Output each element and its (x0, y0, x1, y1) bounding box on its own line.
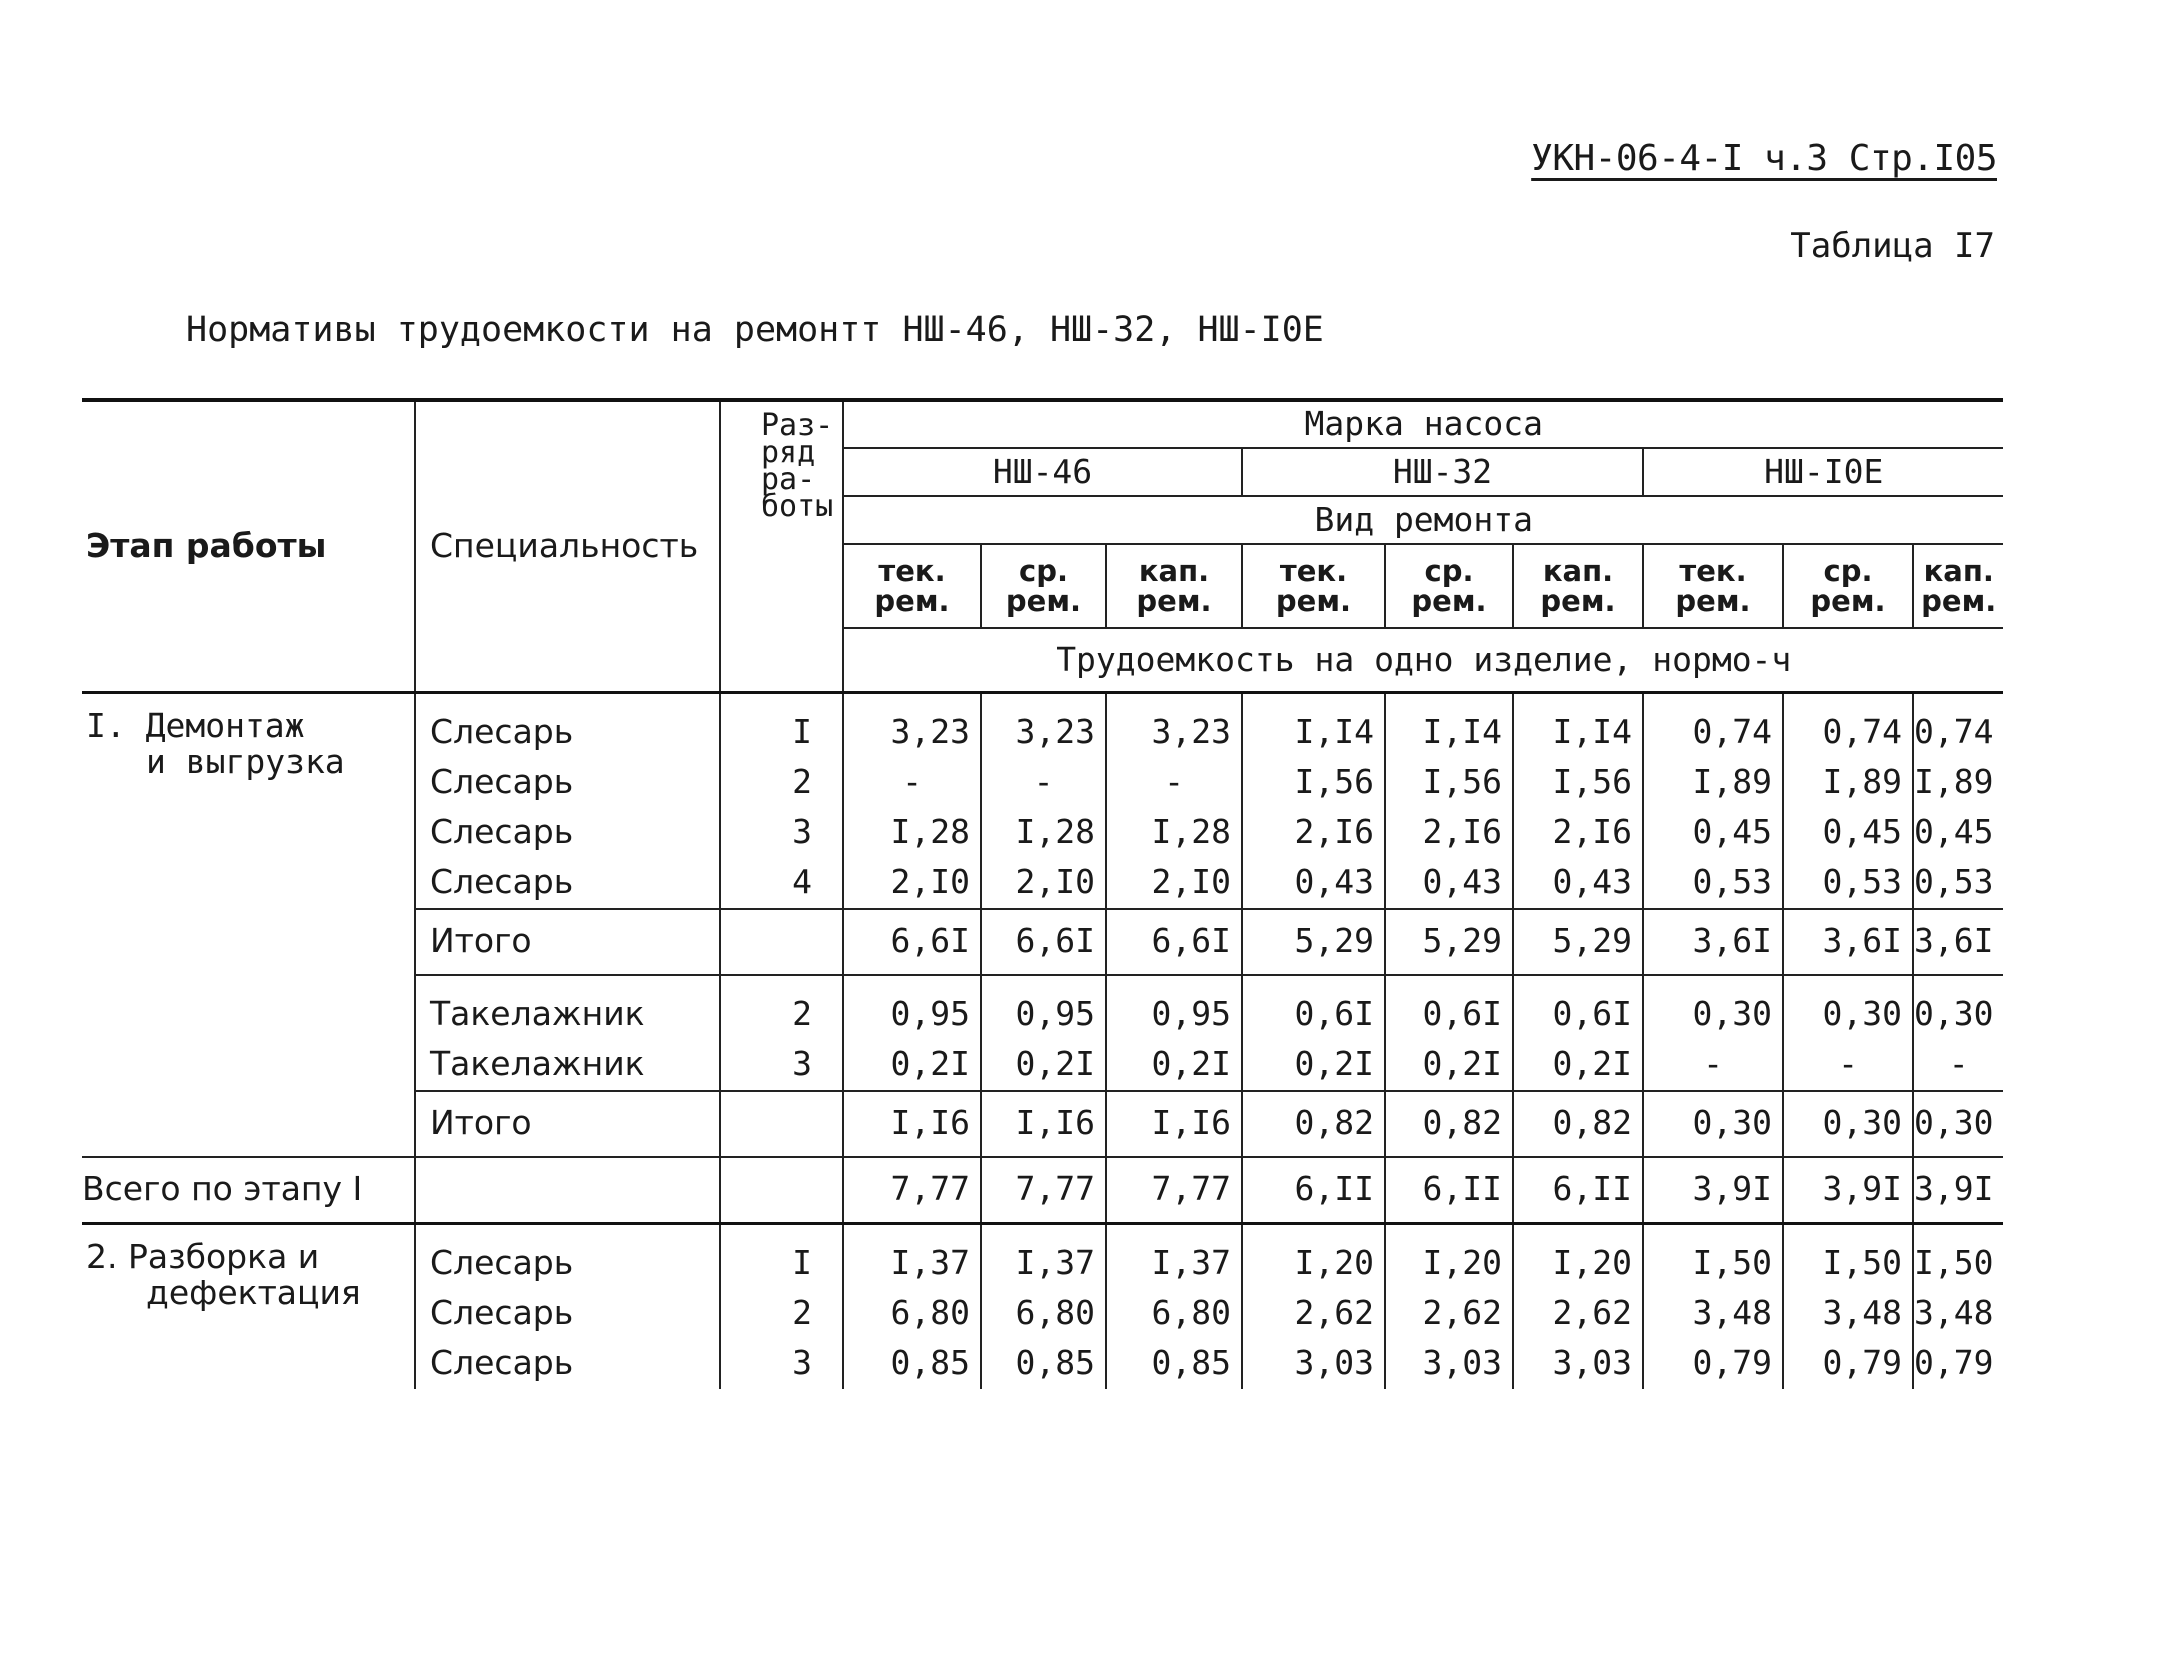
value-cell: I,20 (1513, 1239, 1643, 1289)
table-cell (1643, 692, 1783, 708)
value-cell: 5,29 (1242, 909, 1385, 975)
value-cell: 0,53 (1643, 858, 1783, 909)
value-cell: I,28 (1106, 808, 1242, 858)
value-cell: 0,45 (1783, 808, 1913, 858)
header-nsh46-capital: кап. рем. (1106, 544, 1242, 628)
value-cell: - (1783, 1040, 1913, 1091)
specialty-cell: Итого (415, 909, 720, 975)
value-cell: 0,2I (1513, 1040, 1643, 1091)
value-cell: 3,23 (843, 708, 981, 758)
value-cell: - (981, 758, 1106, 808)
value-cell: 3,23 (1106, 708, 1242, 758)
value-cell: 2,I0 (843, 858, 981, 909)
value-cell: 0,30 (1913, 990, 2003, 1040)
specialty-cell: Слесарь (415, 1339, 720, 1389)
table-cell (720, 1091, 843, 1157)
value-cell: 2,62 (1385, 1289, 1513, 1339)
value-cell: - (1913, 1040, 2003, 1091)
value-cell: I,50 (1913, 1239, 2003, 1289)
table-cell (1643, 1223, 1783, 1239)
value-cell: 2,I6 (1385, 808, 1513, 858)
specialty-cell: Такелажник (415, 990, 720, 1040)
specialty-cell: Слесарь (415, 808, 720, 858)
value-cell: 6,6I (981, 909, 1106, 975)
value-cell: 0,6I (1242, 990, 1385, 1040)
value-cell: I,56 (1242, 758, 1385, 808)
stage-total-row (82, 1157, 2003, 1224)
value-cell: I,89 (1643, 758, 1783, 808)
value-cell: 0,45 (1643, 808, 1783, 858)
value-cell: I,I6 (981, 1091, 1106, 1157)
value-cell: 7,77 (981, 1157, 1106, 1224)
table-cell (1513, 975, 1643, 990)
grade-cell: 3 (720, 808, 843, 858)
table-cell (1242, 975, 1385, 990)
value-cell: I,50 (1643, 1239, 1783, 1289)
value-cell: 3,9I (1643, 1157, 1783, 1224)
table-cell (1385, 1223, 1513, 1239)
labor-norms-table (82, 398, 2003, 1389)
stage-1-label: I. Демонтаж и выгрузка (86, 705, 345, 781)
header-unit: Трудоемкость на одно изделие, нормо-ч (843, 628, 2003, 692)
value-cell: I,50 (1783, 1239, 1913, 1289)
header-pump-nsh10e: НШ-I0Е (1643, 448, 2003, 496)
specialty-cell: Итого (415, 1091, 720, 1157)
table-row (82, 1040, 2003, 1091)
stage-2-label: 2. Разборка и дефектация (86, 1236, 361, 1312)
value-cell: 0,79 (1783, 1339, 1913, 1389)
table-cell (82, 1091, 415, 1157)
table-cell (1783, 1223, 1913, 1239)
value-cell: I,28 (843, 808, 981, 858)
value-cell: 0,82 (1385, 1091, 1513, 1157)
table-cell (1106, 975, 1242, 990)
table-cell (1913, 975, 2003, 990)
value-cell: 6,80 (1106, 1289, 1242, 1339)
value-cell: 3,48 (1913, 1289, 2003, 1339)
header-pump-nsh32: НШ-32 (1242, 448, 1643, 496)
value-cell: 3,6I (1913, 909, 2003, 975)
specialty-cell: Слесарь (415, 708, 720, 758)
table-cell (415, 692, 720, 708)
value-cell: - (1106, 758, 1242, 808)
value-cell: 7,77 (843, 1157, 981, 1224)
value-cell: 3,03 (1385, 1339, 1513, 1389)
value-cell: I,89 (1783, 758, 1913, 808)
table-cell (1242, 692, 1385, 708)
value-cell: 0,79 (1643, 1339, 1783, 1389)
value-cell: 2,I6 (1513, 808, 1643, 858)
value-cell: 0,82 (1242, 1091, 1385, 1157)
value-cell: - (843, 758, 981, 808)
table-row (82, 708, 2003, 758)
table-cell (1783, 975, 1913, 990)
col-header-stage: Этап работы (82, 400, 415, 692)
header-nsh46-current: тек. рем. (843, 544, 981, 628)
table-row (82, 1239, 2003, 1289)
table-cell (1385, 975, 1513, 990)
value-cell: I,56 (1385, 758, 1513, 808)
header-nsh32-medium: ср. рем. (1385, 544, 1513, 628)
table-cell (981, 1223, 1106, 1239)
table-cell (82, 909, 415, 975)
header-repair-type: Вид ремонта (843, 496, 2003, 544)
table-cell (981, 692, 1106, 708)
value-cell: 3,9I (1783, 1157, 1913, 1224)
value-cell: 0,6I (1513, 990, 1643, 1040)
table-cell (415, 1223, 720, 1239)
value-cell: 0,43 (1385, 858, 1513, 909)
grade-cell: 3 (720, 1339, 843, 1389)
value-cell: I,89 (1913, 758, 2003, 808)
value-cell: I,I4 (1242, 708, 1385, 758)
value-cell: 0,2I (1385, 1040, 1513, 1091)
value-cell: 3,48 (1783, 1289, 1913, 1339)
table-cell (1783, 692, 1913, 708)
value-cell: 0,2I (1242, 1040, 1385, 1091)
table-cell (1513, 692, 1643, 708)
table-cell (82, 975, 415, 990)
table-cell (1106, 692, 1242, 708)
value-cell: 0,45 (1913, 808, 2003, 858)
table-cell (1913, 692, 2003, 708)
value-cell: I,I4 (1385, 708, 1513, 758)
value-cell: 0,74 (1643, 708, 1783, 758)
value-cell: 0,30 (1643, 1091, 1783, 1157)
header-pump-nsh46: НШ-46 (843, 448, 1242, 496)
value-cell: 3,6I (1643, 909, 1783, 975)
value-cell: I,20 (1385, 1239, 1513, 1289)
value-cell: - (1643, 1040, 1783, 1091)
grade-cell: I (720, 1239, 843, 1289)
table-cell (720, 909, 843, 975)
value-cell: 7,77 (1106, 1157, 1242, 1224)
value-cell: 0,95 (981, 990, 1106, 1040)
value-cell: 0,2I (843, 1040, 981, 1091)
value-cell: 0,74 (1783, 708, 1913, 758)
value-cell: 6,II (1242, 1157, 1385, 1224)
value-cell: 0,30 (1913, 1091, 2003, 1157)
col-header-grade: Раз- ряд ра- боты (720, 400, 843, 628)
value-cell: I,20 (1242, 1239, 1385, 1289)
table-row (82, 990, 2003, 1040)
table-cell (82, 1040, 415, 1091)
value-cell: I,56 (1513, 758, 1643, 808)
value-cell: 0,82 (1513, 1091, 1643, 1157)
subtotal-row (82, 909, 2003, 975)
value-cell: 3,6I (1783, 909, 1913, 975)
table-cell (1242, 1223, 1385, 1239)
stage-2-body (82, 1223, 2003, 1389)
specialty-cell: Слесарь (415, 1239, 720, 1289)
table-cell (720, 692, 843, 708)
value-cell: 0,43 (1242, 858, 1385, 909)
header-nsh10e-current: тек. рем. (1643, 544, 1783, 628)
value-cell: 0,30 (1783, 1091, 1913, 1157)
value-cell: 0,6I (1385, 990, 1513, 1040)
value-cell: 3,23 (981, 708, 1106, 758)
value-cell: 0,53 (1783, 858, 1913, 909)
value-cell: 0,79 (1913, 1339, 2003, 1389)
grade-cell: 4 (720, 858, 843, 909)
table-cell (82, 990, 415, 1040)
grade-cell: 3 (720, 1040, 843, 1091)
table-cell (843, 692, 981, 708)
value-cell: 3,03 (1513, 1339, 1643, 1389)
value-cell: 0,30 (1783, 990, 1913, 1040)
header-nsh10e-capital: кап. рем. (1913, 544, 2003, 628)
value-cell: 6,6I (843, 909, 981, 975)
value-cell: 2,I0 (1106, 858, 1242, 909)
value-cell: 0,43 (1513, 858, 1643, 909)
header-pump-brand: Марка насоса (843, 400, 2003, 448)
document-reference: УКН-06-4-I ч.3 Стр.I05 (1531, 138, 1997, 179)
value-cell: 0,30 (1643, 990, 1783, 1040)
table-cell (720, 975, 843, 990)
value-cell: 3,9I (1913, 1157, 2003, 1224)
stage-1-body (82, 692, 2003, 1223)
value-cell: I,I6 (843, 1091, 981, 1157)
table-cell (1385, 692, 1513, 708)
value-cell: 2,I6 (1242, 808, 1385, 858)
value-cell: 6,80 (843, 1289, 981, 1339)
table-cell (843, 1223, 981, 1239)
specialty-cell: Слесарь (415, 1289, 720, 1339)
value-cell: 0,53 (1913, 858, 2003, 909)
value-cell: 0,95 (843, 990, 981, 1040)
value-cell: 0,85 (843, 1339, 981, 1389)
table-cell (1913, 1223, 2003, 1239)
value-cell: 2,I0 (981, 858, 1106, 909)
table-title: Нормативы трудоемкости на ремонтт НШ-46, НШ-32, НШ-I0Е (186, 310, 1324, 350)
table-cell (1643, 975, 1783, 990)
specialty-cell: Слесарь (415, 758, 720, 808)
value-cell: 5,29 (1385, 909, 1513, 975)
col-header-specialty: Специальность (415, 400, 720, 692)
table-cell (981, 975, 1106, 990)
value-cell: I,I6 (1106, 1091, 1242, 1157)
value-cell: 0,2I (981, 1040, 1106, 1091)
grade-cell: 2 (720, 990, 843, 1040)
value-cell: I,28 (981, 808, 1106, 858)
value-cell: I,I4 (1513, 708, 1643, 758)
table-cell (415, 1157, 720, 1224)
table-cell (843, 975, 981, 990)
value-cell: 6,6I (1106, 909, 1242, 975)
value-cell: I,37 (843, 1239, 981, 1289)
grade-cell: I (720, 708, 843, 758)
value-cell: 0,74 (1913, 708, 2003, 758)
value-cell: 0,95 (1106, 990, 1242, 1040)
table-cell (720, 1157, 843, 1224)
table-cell (415, 975, 720, 990)
value-cell: 6,80 (981, 1289, 1106, 1339)
value-cell: 2,62 (1242, 1289, 1385, 1339)
value-cell: 5,29 (1513, 909, 1643, 975)
grade-cell: 2 (720, 1289, 843, 1339)
value-cell: 0,85 (1106, 1339, 1242, 1389)
table-cell (1106, 1223, 1242, 1239)
header-nsh32-current: тек. рем. (1242, 544, 1385, 628)
value-cell: 2,62 (1513, 1289, 1643, 1339)
value-cell: 6,II (1513, 1157, 1643, 1224)
value-cell: 3,03 (1242, 1339, 1385, 1389)
specialty-cell: Слесарь (415, 858, 720, 909)
table-cell (1513, 1223, 1643, 1239)
value-cell: I,37 (1106, 1239, 1242, 1289)
value-cell: 3,48 (1643, 1289, 1783, 1339)
table-cell (720, 1223, 843, 1239)
header-nsh32-capital: кап. рем. (1513, 544, 1643, 628)
value-cell: 0,2I (1106, 1040, 1242, 1091)
value-cell: 0,85 (981, 1339, 1106, 1389)
specialty-cell: Такелажник (415, 1040, 720, 1091)
header-nsh46-medium: ср. рем. (981, 544, 1106, 628)
value-cell: I,37 (981, 1239, 1106, 1289)
value-cell: 6,II (1385, 1157, 1513, 1224)
header-nsh10e-medium: ср. рем. (1783, 544, 1913, 628)
table-cell: Всего по этапу I (82, 1157, 415, 1224)
grade-cell: 2 (720, 758, 843, 808)
subtotal-row (82, 1091, 2003, 1157)
table-number: Таблица I7 (1790, 226, 1995, 266)
